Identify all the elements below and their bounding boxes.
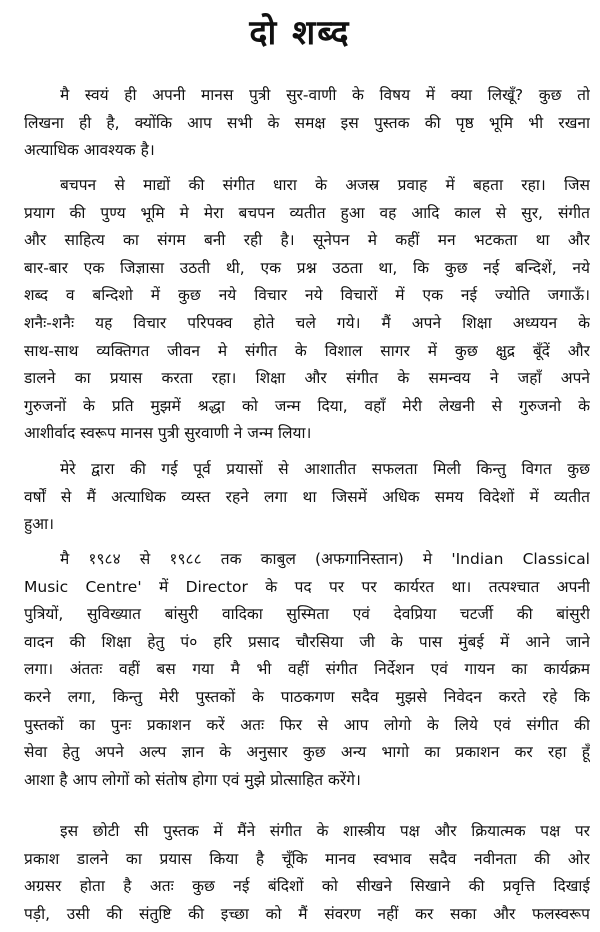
text-line: शनैः-शनैः यह विचार परिपक्व होते चले गये। मैं अपने शिक्षा अध्ययन के [24, 313, 590, 332]
text-line: मेरे द्वारा की गई पूर्व प्रयासों से आशातीत सफलता मिली किन्तु विगत कुछ [60, 460, 590, 478]
text-line: लगा। अंततः वहीं बस गया मै भी वहीं संगीत निर्देशन एवं गायन का कार्यक्रम [24, 660, 590, 679]
text-line: Music Centre' में Director के पद पर पर कार्यरत था। तत्पश्चात अपनी [24, 577, 590, 596]
text-line: प्रयाग की पुण्य भूमि मे मेरा बचपन व्यतीत हुआ वह आदि काल से सुर, संगीत [24, 203, 590, 222]
text-line: पुत्रियों, सुविख्यात बांसुरी वादिका सुस्मिता एवं देवप्रिया चटर्जी की बांसुरी [24, 605, 590, 624]
text-line: पुस्तकों का पुनः प्रकाशन करें अतः फिर से आप लोगो के लिये एवं संगीत की [24, 715, 590, 734]
text-line: हुआ। [24, 515, 54, 534]
text-line: और साहित्य का संगम बनी रही है। सूनेपन मे कहीं मन भटकता था और [24, 231, 590, 250]
text-line: वर्षों से मैं अत्याधिक व्यस्त रहने लगा था जिसमें अधिक समय विदेशों में व्यतीत [24, 487, 590, 506]
text-line: पड़ी, उसी की संतुष्टि की इच्छा को मैं संवरण नहीं कर सका और फलस्वरूप [24, 904, 590, 923]
paragraph-3 [24, 456, 590, 539]
text-line: अत्याधिक आवश्यक है। [24, 141, 155, 160]
text-line: आशा है आप लोगों को संतोष होगा एवं मुझे प्रोत्साहित करेंगे। [24, 770, 361, 789]
text-line: मै स्वयं ही अपनी मानस पुत्री सुर-वाणी के विषय में क्या लिखूँ? कुछ तो [60, 86, 590, 104]
text-line: वादन की शिक्षा हेतु पं० हरि प्रसाद चौरसिया जी के पास मुंबई में आने जाने [24, 632, 590, 651]
text-line: गुरुजनों के प्रति मुझमें श्रद्धा को जन्म दिया, वहाँ मेरी लेखनी से गुरुजनो के [24, 396, 590, 415]
paragraph-4 [24, 546, 590, 794]
text-line: अग्रसर होता है अतः कुछ नई बंदिशों को सीखने सिखाने की प्रवृत्ति दिखाई [24, 877, 590, 896]
text-line: प्रकाश डालने का प्रयास किया है चूँकि मानव स्वभाव सदैव नवीनता की ओर [24, 849, 590, 868]
text-line: आशीर्वाद स्वरूप मानस पुत्री सुरवाणी ने जन्म लिया। [24, 424, 312, 443]
text-line: डालने का प्रयास करता रहा। शिक्षा और संगीत के समन्वय ने जहाँ अपने [24, 369, 590, 388]
text-line: शब्द व बन्दिशो में कुछ नये विचार नये विचारों में एक नई ज्योति जगाऊँ। [24, 286, 590, 305]
text-line: लिखना ही है, क्योंकि आप सभी के समक्ष इस पुस्तक की पृष्ठ भूमि भी रखना [24, 113, 590, 132]
text-line: करने लगा, किन्तु मेरी पुस्तकों के पाठकगण सदैव मुझसे निवेदन करते रहे कि [24, 687, 590, 706]
paragraph-2 [24, 172, 590, 448]
text-line: साथ-साथ व्यक्तिगत जीवन मे संगीत के विशाल सागर में कुछ क्षुद्र बूँदें और [24, 341, 590, 360]
text-line: सेवा हेतु अपने अल्प ज्ञान के अनुसार कुछ अन्य भागो का प्रकाशन कर रहा हूँ [24, 743, 590, 762]
text-line: मै १९८४ से १९८८ तक काबुल (अफगानिस्तान) मे 'Indian Classical [60, 550, 590, 568]
paragraph-5 [24, 818, 590, 928]
text-line: बार-बार एक जिज्ञासा उठती थी, एक प्रश्न उठता था, कि कुछ नई बन्दिशें, नये [24, 258, 590, 277]
paragraph-1 [24, 82, 590, 165]
text-line: इस छोटी सी पुस्तक में मैंने संगीत के शास्त्रीय पक्ष और क्रियात्मक पक्ष पर [60, 822, 590, 840]
page-title: दो शब्द [249, 13, 351, 53]
text-line: बचपन से माद्यों की संगीत धारा के अजस्र प्रवाह में बहता रहा। जिस [60, 176, 590, 194]
